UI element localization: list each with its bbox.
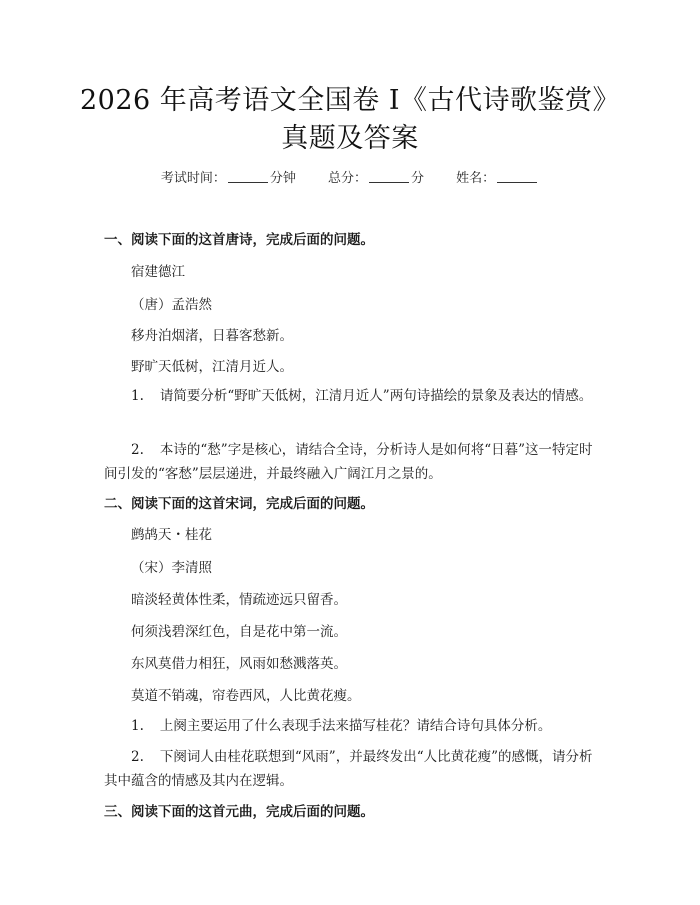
score-label: 总分： bbox=[327, 171, 367, 186]
poem-line: 暗淡轻黄体性柔，情疏迹远只留香。 bbox=[131, 592, 347, 608]
question-text: 本诗的“愁”字是核心，请结合全诗，分析诗人是如何将“日暮”这一特定时间引发的“客愁”层层递进，并最终融入广阔江月之景的。 bbox=[104, 442, 593, 482]
exam-time bbox=[161, 170, 296, 188]
page-title: 2026 年高考语文全国卷 I《古代诗歌鉴赏》 bbox=[79, 85, 621, 116]
question bbox=[104, 384, 600, 408]
poem-line: 何须浅碧深红色，自是花中第一流。 bbox=[131, 624, 347, 640]
question-number: 2. bbox=[131, 749, 144, 765]
section-heading: 二、阅读下面的这首宋词，完成后面的问题。 bbox=[104, 496, 374, 512]
total-score bbox=[328, 170, 424, 188]
time-unit: 分钟 bbox=[269, 171, 296, 186]
poem-line: 莫道不销魂，帘卷西风，人比黄花瘦。 bbox=[131, 688, 361, 704]
question-number: 2. bbox=[131, 442, 144, 458]
name-label: 姓名： bbox=[456, 171, 496, 186]
name-blank bbox=[497, 170, 537, 183]
score-unit: 分 bbox=[411, 171, 425, 186]
section-heading: 三、阅读下面的这首元曲，完成后面的问题。 bbox=[104, 804, 374, 820]
question bbox=[104, 714, 600, 738]
score-blank bbox=[369, 170, 409, 183]
section-heading: 一、阅读下面的这首唐诗，完成后面的问题。 bbox=[104, 232, 374, 248]
question bbox=[104, 745, 600, 793]
time-blank bbox=[228, 170, 268, 183]
question bbox=[104, 438, 600, 486]
student-name bbox=[456, 170, 539, 188]
page-subtitle: 真题及答案 bbox=[281, 123, 419, 154]
question-text: 上阕主要运用了什么表现手法来描写桂花？请结合诗句具体分析。 bbox=[159, 718, 552, 734]
exam-meta bbox=[0, 170, 700, 188]
poem-author: （宋）李清照 bbox=[131, 560, 212, 576]
time-label: 考试时间： bbox=[160, 171, 226, 186]
question-text: 请简要分析“野旷天低树，江清月近人”两句诗描绘的景象及表达的情感。 bbox=[159, 388, 593, 404]
question-text: 下阕词人由桂花联想到“风雨”，并最终发出“人比黄花瘦”的感慨，请分析其中蕴含的情感及其内在逻辑。 bbox=[104, 749, 593, 789]
poem-title: 鹧鸪天・桂花 bbox=[131, 527, 212, 543]
question-number: 1. bbox=[131, 388, 144, 404]
poem-title: 宿建德江 bbox=[131, 264, 185, 280]
poem-line: 野旷天低树，江清月近人。 bbox=[131, 359, 293, 375]
poem-author: （唐）孟浩然 bbox=[131, 297, 212, 313]
question-number: 1. bbox=[131, 718, 144, 734]
poem-line: 移舟泊烟渚，日暮客愁新。 bbox=[131, 328, 293, 344]
poem-line: 东风莫借力相狂，风雨如愁溅落英。 bbox=[131, 656, 347, 672]
